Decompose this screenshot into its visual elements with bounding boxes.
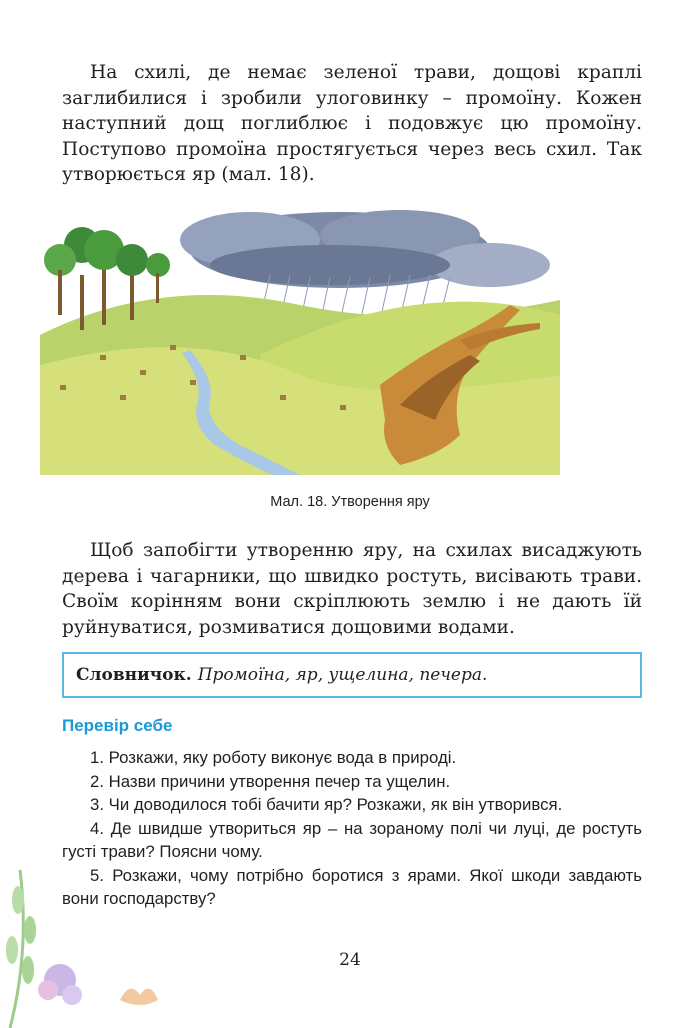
question-item: 1. Розкажи, яку роботу виконує вода в природі. [90, 748, 457, 767]
question-item: 4. Де швидше утвориться яр – на зораному полі чи луці, де ростуть густі трави? Поясни чому. [62, 818, 642, 861]
figure-caption: Мал. 18. Утворення яру [270, 494, 430, 510]
question-item: 5. Розкажи, чому потрібно боротися з ярами. Якої шкоди завдають вони господарству? [62, 865, 642, 908]
question-item: 3. Чи доводилося тобі бачити яр? Розкажи, як він утворився. [90, 795, 563, 814]
dictionary-box [62, 652, 642, 698]
prevention-paragraph: Щоб запобігти утворенню яру, на схилах висаджують дерева і чагарники, що швидко ростуть, висівають трави. Своїм корінням вони скріплюють землю і не дають їй руйнуватися, розмиватися дощовими водами. [62, 540, 642, 638]
question-item: 2. Назви причини утворення печер та ущелин. [90, 771, 451, 791]
rain-cloud-icon [180, 210, 550, 288]
ravine-illustration [40, 205, 560, 475]
self-check-title: Перевір себе [62, 716, 173, 735]
intro-paragraph: На схилі, де немає зеленої трави, дощові краплі заглибилися і зробили улоговинку – промоїну. Кожен наступний дощ поглиблює і подовжує цю промоїну. Поступово промоїна простягується через весь схил. Так утворюється яр (мал. 18). [62, 62, 642, 185]
dictionary-label: Словничок. [76, 665, 192, 685]
flower-decoration-icon [0, 830, 180, 1028]
page-number: 24 [339, 950, 361, 970]
dictionary-words: Промоїна, яр, ущелина, печера. [197, 665, 488, 685]
